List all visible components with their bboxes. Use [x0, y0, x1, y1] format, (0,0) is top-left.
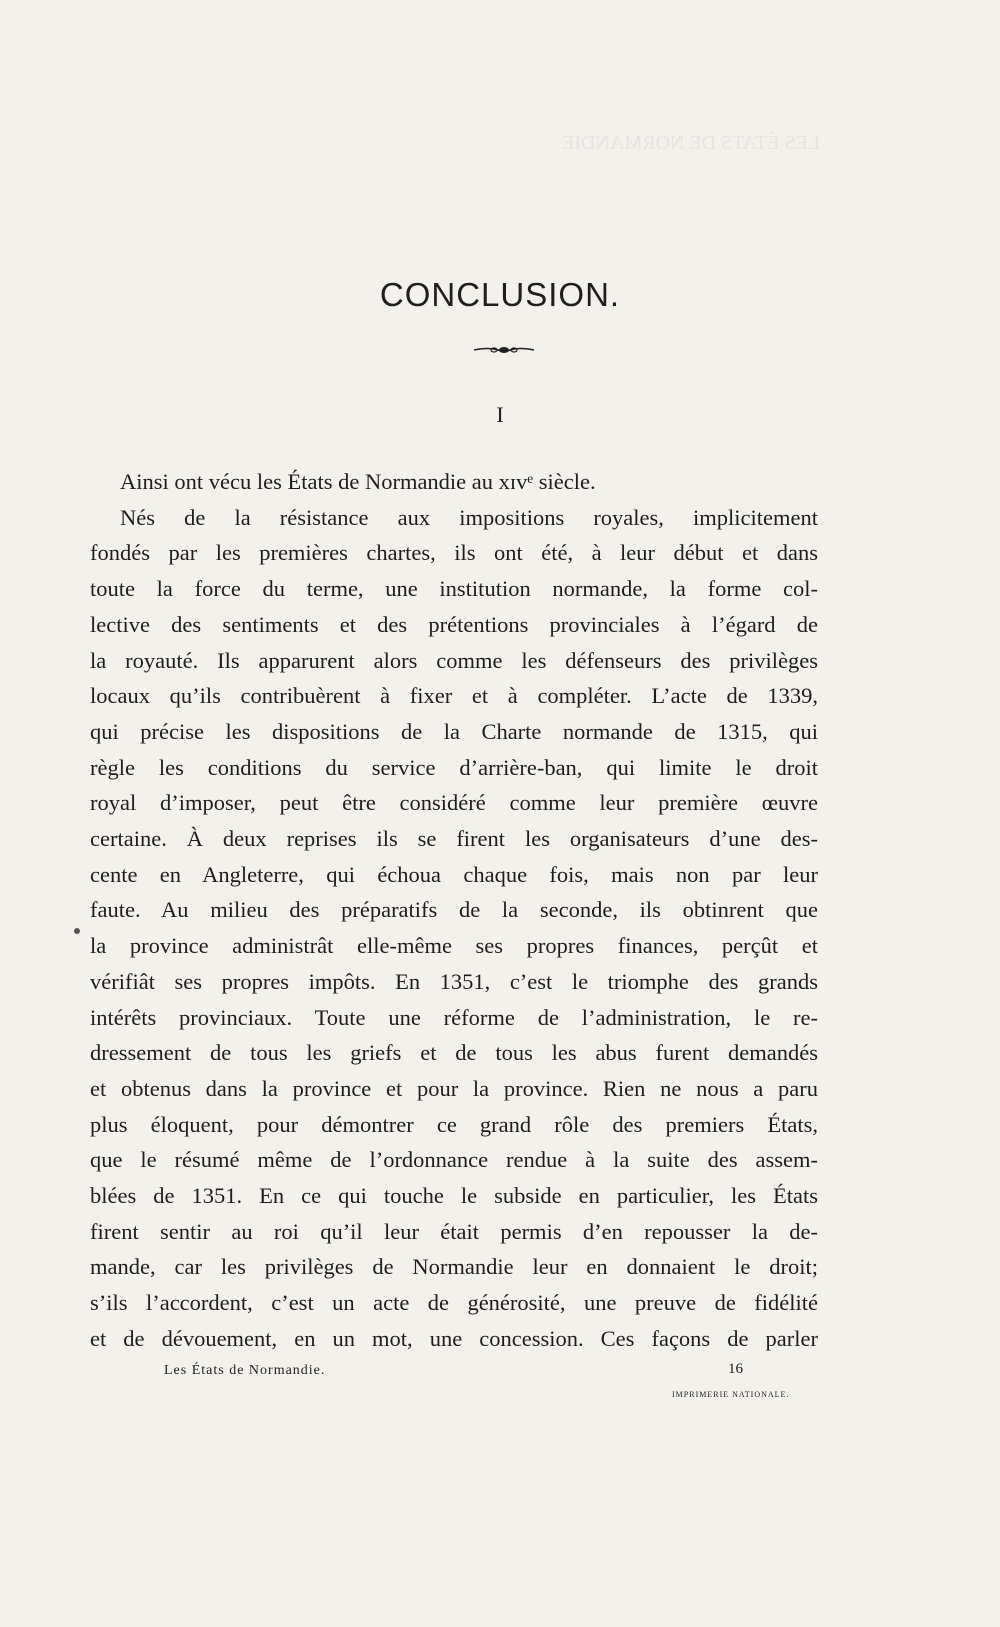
text-line: qui précise les dispositions de la Charte normande de 1315, qui — [90, 718, 818, 744]
text-line: toute la force du terme, une institution normande, la forme col- — [90, 576, 818, 602]
text-line: fondés par les premières chartes, ils ont été, à leur début et dans — [90, 540, 818, 566]
text-line: et obtenus dans la province et pour la province. Rien ne nous a paru — [90, 1075, 818, 1101]
text-line: firent sentir au roi qu’il leur était permis d’en repousser la de- — [90, 1218, 818, 1244]
text-line: la province administrât elle-même ses propres finances, perçût et — [90, 933, 818, 959]
margin-dot — [74, 928, 80, 934]
page-title: CONCLUSION. — [379, 276, 621, 313]
text-line: intérêts provinciaux. Toute une réforme de l’administration, le re- — [90, 1004, 818, 1030]
text-line: certaine. À deux reprises ils se firent les organisateurs d’une des- — [90, 826, 818, 852]
text-line: la royauté. Ils apparurent alors comme les défenseurs des privilèges — [90, 647, 818, 673]
text-line: royal d’imposer, peut être considéré comme leur première œuvre — [90, 790, 818, 816]
text-line: règle les conditions du service d’arrière-ban, qui limite le droit — [90, 754, 818, 780]
section-number: I — [496, 402, 504, 427]
text-line: plus éloquent, pour démontrer ce grand rôle des premiers États, — [90, 1111, 818, 1137]
text-line: s’ils l’accordent, c’est un acte de générosité, une preuve de fidélité — [90, 1290, 818, 1316]
folio-number: 16 — [728, 1361, 743, 1377]
text-line: cente en Angleterre, qui échoua chaque fois, mais non par leur — [90, 861, 818, 887]
running-footer-title: Les États de Normandie. — [164, 1363, 326, 1378]
text-line: lective des sentiments et des prétentions provinciales à l’égard de — [90, 611, 818, 637]
text-line: vérifiât ses propres impôts. En 1351, c’est le triomphe des grands — [90, 968, 818, 994]
text-line: Ainsi ont vécu les États de Normandie au xɪvᵉ siècle. — [120, 469, 596, 494]
text-line: dressement de tous les griefs et de tous les abus furent demandés — [90, 1040, 818, 1066]
text-line: mande, car les privilèges de Normandie leur en donnaient le droit; — [90, 1254, 818, 1280]
text-line: et de dévouement, en un mot, une concession. Ces façons de parler — [90, 1325, 818, 1351]
show-through-text: LES ÉTATS DE NORMANDIE — [562, 132, 820, 154]
title-ornament — [472, 344, 536, 356]
text-line: Nés de la résistance aux impositions royales, implicitement — [120, 504, 818, 530]
text-line: faute. Au milieu des préparatifs de la seconde, ils obtinrent que — [90, 897, 818, 923]
text-line: locaux qu’ils contribuèrent à fixer et à compléter. L’acte de 1339, — [90, 683, 818, 709]
body-text — [90, 464, 818, 1357]
text-line: que le résumé même de l’ordonnance rendue à la suite des assem- — [90, 1147, 818, 1173]
text-line: blées de 1351. En ce qui touche le subside en particulier, les États — [90, 1183, 818, 1209]
printer-imprint: IMPRIMERIE NATIONALE. — [672, 1390, 790, 1399]
